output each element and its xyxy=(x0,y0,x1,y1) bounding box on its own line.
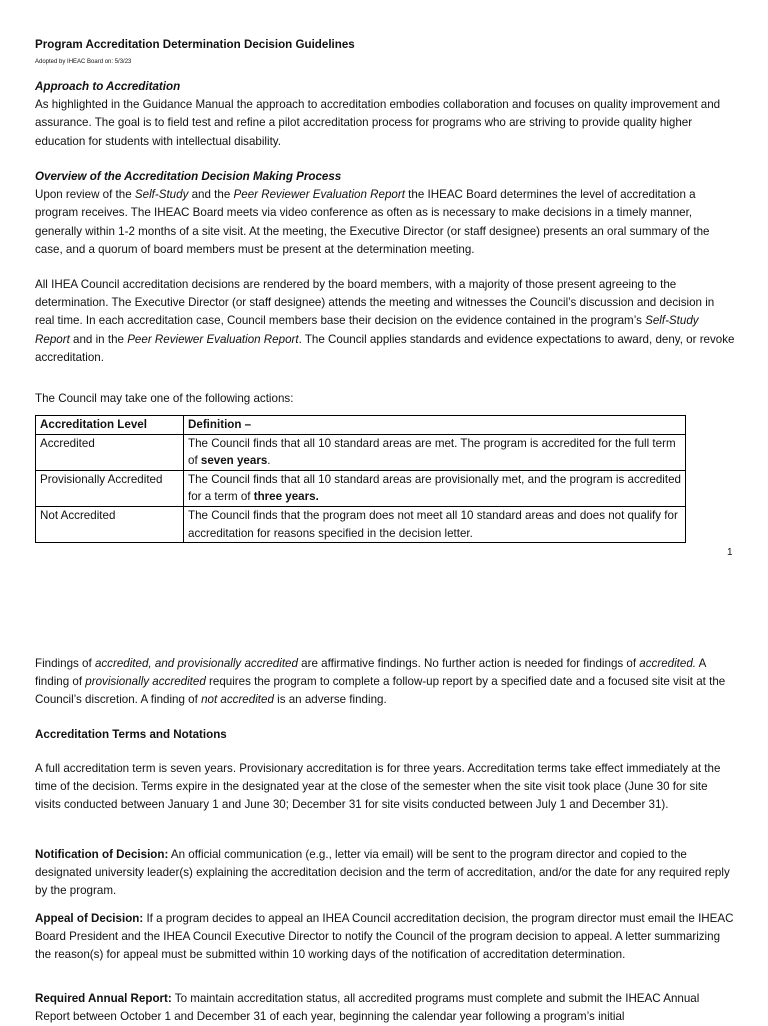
page-title: Program Accreditation Determination Decision Guidelines xyxy=(35,38,355,51)
overview-section xyxy=(35,168,735,259)
definition-cell: The Council finds that all 10 standard areas are met. The program is accredited for the full term of seven years. xyxy=(184,434,686,470)
findings-paragraph: Findings of accredited, and provisionally accredited are affirmative findings. No further action is needed for findings of accredited. A finding of provisionally accredited requires the program to complete a follow-up report by a specified date and a focused site visit at the Council’s discretion. A finding of not accredited is an adverse finding. xyxy=(35,657,726,707)
approach-section xyxy=(35,78,735,151)
overview-paragraph-1: Upon review of the Self-Study and the Peer Reviewer Evaluation Report the IHEAC Board determines the level of accreditation a program receives. The IHEAC Board meets via video conference as often as is necessary to make decisions in a timely manner, generally within 1-2 months of a site visit. At the meeting, the Executive Director (or staff designee) presents an oral summary of the case, and a quorum of board members must be present at the determination meeting. xyxy=(35,188,710,256)
definition-cell: The Council finds that all 10 standard areas are provisionally met, and the program is accredited for a term of three years. xyxy=(184,470,686,506)
level-cell: Provisionally Accredited xyxy=(36,470,184,506)
level-cell: Not Accredited xyxy=(36,506,184,542)
terms-heading: Accreditation Terms and Notations xyxy=(35,728,227,741)
accreditation-levels-table xyxy=(35,415,686,543)
terms-paragraph: A full accreditation term is seven years. Provisionary accreditation is for three years. Accreditation terms take effect immediately at the time of the decision. Terms expire in the designated year at the close of the semester when the site visit took place (June 30 for site visits conducted between January 1 and June 30; December 31 for site visits conducted between July 1 and December 31). xyxy=(35,762,721,812)
notification-label: Notification of Decision: xyxy=(35,848,169,861)
approach-text: As highlighted in the Guidance Manual the approach to accreditation embodies collaboration and focuses on quality improvement and assurance. The goal is to field test and refine a pilot accreditation process for programs who are striving to provide quality higher education for students with intellectual disability. xyxy=(35,98,721,148)
page-number: 1 xyxy=(727,547,733,558)
level-cell: Accredited xyxy=(36,434,184,470)
table-header-row xyxy=(36,416,686,435)
table-row xyxy=(36,506,686,542)
overview-paragraph-2: All IHEA Council accreditation decisions are rendered by the board members, with a majority of those present agreeing to the determination. The Executive Director (or staff designee) attends the meeting and witnesses the Council’s discussion and decision in real time. In each accreditation case, Council members base their decision on the evidence contained in the program’s Self-Study Report and in the Peer Reviewer Evaluation Report. The Council applies standards and evidence expectations to award, deny, or revoke accreditation. xyxy=(35,278,735,364)
column-header-definition: Definition – xyxy=(184,416,686,435)
table-row xyxy=(36,434,686,470)
notification-paragraph: Notification of Decision: An official communication (e.g., letter via email) will be sent to the program director and copied to the designated university leader(s) explaining the accreditation decision and the term of accreditation, and/or the date for any required reply by the program. xyxy=(35,848,730,898)
actions-intro: The Council may take one of the following actions: xyxy=(35,392,294,405)
appeal-paragraph: Appeal of Decision: If a program decides to appeal an IHEA Council accreditation decision, the program director must email the IHEAC Board President and the IHEA Council Executive Director to notify the Council of the program decision to appeal. A letter summarizing the reason(s) for appeal must be submitted within 10 working days of the notification of accreditation determination. xyxy=(35,912,734,962)
annual-report-label: Required Annual Report: xyxy=(35,992,172,1005)
approach-heading: Approach to Accreditation xyxy=(35,80,181,93)
adopted-date: Adopted by IHEAC Board on: 5/3/23 xyxy=(35,59,132,65)
overview-heading: Overview of the Accreditation Decision Making Process xyxy=(35,170,342,183)
table-row xyxy=(36,470,686,506)
annual-report-paragraph: Required Annual Report: To maintain accreditation status, all accredited programs must complete and submit the IHEAC Annual Report between October 1 and December 31 of each year, beginning the calendar year following a program’s initial xyxy=(35,992,700,1024)
column-header-level: Accreditation Level xyxy=(36,416,184,435)
definition-cell: The Council finds that the program does not meet all 10 standard areas and does not qualify for accreditation for reasons specified in the decision letter. xyxy=(184,506,686,542)
appeal-label: Appeal of Decision: xyxy=(35,912,144,925)
